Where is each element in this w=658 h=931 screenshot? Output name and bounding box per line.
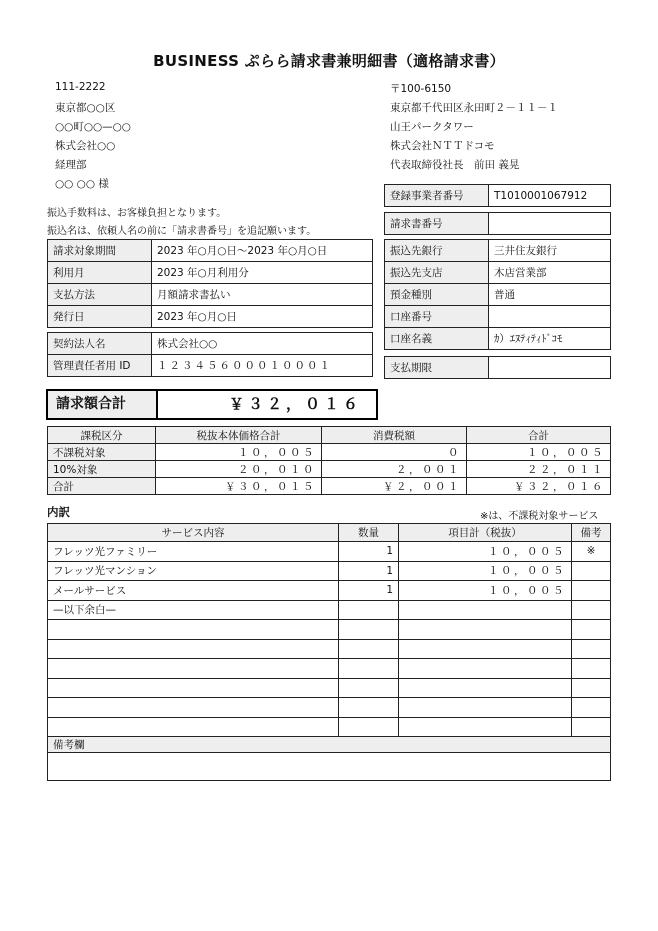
detail-quantity <box>339 717 399 737</box>
due-value <box>489 357 611 379</box>
tax-header-total: 合計 <box>467 427 611 444</box>
tax-total: １０，００５ <box>467 444 611 461</box>
table-row <box>48 620 611 640</box>
tax-total: ￥３２，０１６ <box>467 478 611 495</box>
due-label: 支払期限 <box>385 357 489 379</box>
remarks-table <box>47 736 611 781</box>
remarks-label: 備考欄 <box>48 737 611 753</box>
usage-month-value: 2023 年○月利用分 <box>152 262 373 284</box>
total-box <box>46 389 378 420</box>
table-row <box>48 581 611 601</box>
detail-quantity: 1 <box>339 542 399 562</box>
detail-amount <box>399 600 572 620</box>
issuer-company: 株式会社ＮＴＴドコモ <box>390 140 495 152</box>
invoice-number-value <box>489 213 611 235</box>
bank-label: 振込先銀行 <box>385 240 489 262</box>
detail-service <box>48 717 339 737</box>
detail-quantity <box>339 620 399 640</box>
recipient-postal: 111-2222 <box>55 81 106 93</box>
total-value: ￥３２，０１６ <box>228 395 362 413</box>
tax-header-subtotal: 税抜本体価格合計 <box>156 427 322 444</box>
detail-remark <box>572 659 611 679</box>
detail-service <box>48 659 339 679</box>
table-row <box>48 542 611 562</box>
payment-method-label: 支払方法 <box>48 284 152 306</box>
remarks-value <box>48 753 611 781</box>
billing-period-label: 請求対象期間 <box>48 240 152 262</box>
detail-amount <box>399 698 572 718</box>
table-row <box>48 478 611 495</box>
detail-header-quantity: 数量 <box>339 524 399 542</box>
recipient-company: 株式会社○○ <box>55 140 116 152</box>
tax-subtotal: １０，００５ <box>156 444 322 461</box>
detail-service: フレッツ光ファミリー <box>48 542 339 562</box>
detail-quantity <box>339 659 399 679</box>
detail-header-service: サービス内容 <box>48 524 339 542</box>
detail-amount: １０，００５ <box>399 542 572 562</box>
tax-table <box>47 426 611 495</box>
detail-header-amount: 項目計（税抜） <box>399 524 572 542</box>
detail-remark <box>572 717 611 737</box>
detail-quantity: 1 <box>339 561 399 581</box>
due-table <box>384 356 611 379</box>
page-title: BUSINESS ぷらら請求書兼明細書（適格請求書） <box>153 52 505 70</box>
issuer-address: 東京都千代田区永田町２－１１－１ <box>390 102 558 114</box>
detail-remark <box>572 600 611 620</box>
tax-subtotal: ２０，０１０ <box>156 461 322 478</box>
detail-quantity: 1 <box>339 581 399 601</box>
payment-method-value: 月額請求書払い <box>152 284 373 306</box>
detail-service: —以下余白— <box>48 600 339 620</box>
bank-value: 三井住友銀行 <box>489 240 611 262</box>
detail-note: ※は、不課税対象サービス <box>480 511 599 522</box>
detail-amount: １０，００５ <box>399 561 572 581</box>
detail-service: メールサービス <box>48 581 339 601</box>
detail-remark <box>572 620 611 640</box>
tax-header-category: 課税区分 <box>48 427 156 444</box>
transfer-name-note: 振込名は、依頼人名の前に「請求書番号」を追記願います。 <box>47 226 317 237</box>
detail-quantity <box>339 678 399 698</box>
table-row <box>48 639 611 659</box>
tax-category: 合計 <box>48 478 156 495</box>
usage-month-label: 利用月 <box>48 262 152 284</box>
billing-info-table <box>47 239 373 328</box>
account-type-value: 普通 <box>489 284 611 306</box>
branch-label: 振込先支店 <box>385 262 489 284</box>
detail-service <box>48 678 339 698</box>
recipient-address-1: 東京都○○区 <box>55 102 116 114</box>
tax-amount: ２，００１ <box>322 461 467 478</box>
fee-note: 振込手数料は、お客様負担となります。 <box>47 208 227 219</box>
tax-total: ２２，０１１ <box>467 461 611 478</box>
table-row <box>48 659 611 679</box>
account-holder-label: 口座名義 <box>385 328 489 350</box>
detail-remark <box>572 678 611 698</box>
recipient-address-2: ○○町○○—○○ <box>55 121 131 133</box>
issuer-postal: 〒100-6150 <box>390 83 452 95</box>
table-row <box>48 600 611 620</box>
issue-date-label: 発行日 <box>48 306 152 328</box>
issue-date-value: 2023 年○月○日 <box>152 306 373 328</box>
table-row <box>48 461 611 478</box>
table-row <box>48 698 611 718</box>
detail-amount <box>399 659 572 679</box>
tax-header-tax: 消費税額 <box>322 427 467 444</box>
detail-quantity <box>339 600 399 620</box>
tax-amount: ￥２，００１ <box>322 478 467 495</box>
recipient-dept: 経理部 <box>55 159 87 171</box>
account-holder-value: ｶ）ｴﾇﾃｨﾃｨﾄﾞｺﾓ <box>489 328 611 350</box>
detail-remark <box>572 639 611 659</box>
detail-amount <box>399 620 572 640</box>
bank-info-table <box>384 239 611 350</box>
detail-remark: ※ <box>572 542 611 562</box>
detail-heading: 内訳 <box>47 505 70 519</box>
billing-period-value: 2023 年○月○日～2023 年○月○日 <box>152 240 373 262</box>
invoice-number-label: 請求書番号 <box>385 213 489 235</box>
detail-remark <box>572 561 611 581</box>
recipient-name: ○○ ○○ 様 <box>55 178 109 190</box>
detail-amount <box>399 639 572 659</box>
detail-service <box>48 698 339 718</box>
detail-amount <box>399 717 572 737</box>
detail-service <box>48 639 339 659</box>
tax-subtotal: ￥３０，０１５ <box>156 478 322 495</box>
issuer-representative: 代表取締役社長 前田 義晃 <box>390 159 520 171</box>
tax-amount: ０ <box>322 444 467 461</box>
detail-remark <box>572 581 611 601</box>
detail-amount: １０，００５ <box>399 581 572 601</box>
detail-quantity <box>339 698 399 718</box>
branch-value: 木店営業部 <box>489 262 611 284</box>
detail-service <box>48 620 339 640</box>
tax-category: 10%対象 <box>48 461 156 478</box>
contract-name-label: 契約法人名 <box>48 333 152 355</box>
detail-service: フレッツ光マンション <box>48 561 339 581</box>
detail-table <box>47 523 611 737</box>
account-number-label: 口座番号 <box>385 306 489 328</box>
registration-value: T1010001067912 <box>489 185 611 207</box>
registration-table <box>384 184 611 235</box>
issuer-building: 山王パークタワー <box>390 121 474 133</box>
table-row <box>48 444 611 461</box>
table-row <box>48 561 611 581</box>
total-label: 請求額合計 <box>48 391 158 418</box>
table-row <box>48 678 611 698</box>
account-number-value <box>489 306 611 328</box>
detail-quantity <box>339 639 399 659</box>
table-row <box>48 717 611 737</box>
registration-label: 登録事業者番号 <box>385 185 489 207</box>
detail-body <box>48 542 611 737</box>
manager-id-label: 管理責任者用 ID <box>48 355 152 377</box>
detail-header-remarks: 備考 <box>572 524 611 542</box>
detail-remark <box>572 698 611 718</box>
tax-category: 不課税対象 <box>48 444 156 461</box>
account-type-label: 預金種別 <box>385 284 489 306</box>
manager-id-value: １２３４５６０００１０００１ <box>152 355 373 377</box>
contract-name-value: 株式会社○○ <box>152 333 373 355</box>
contract-info-table <box>47 332 373 377</box>
detail-amount <box>399 678 572 698</box>
